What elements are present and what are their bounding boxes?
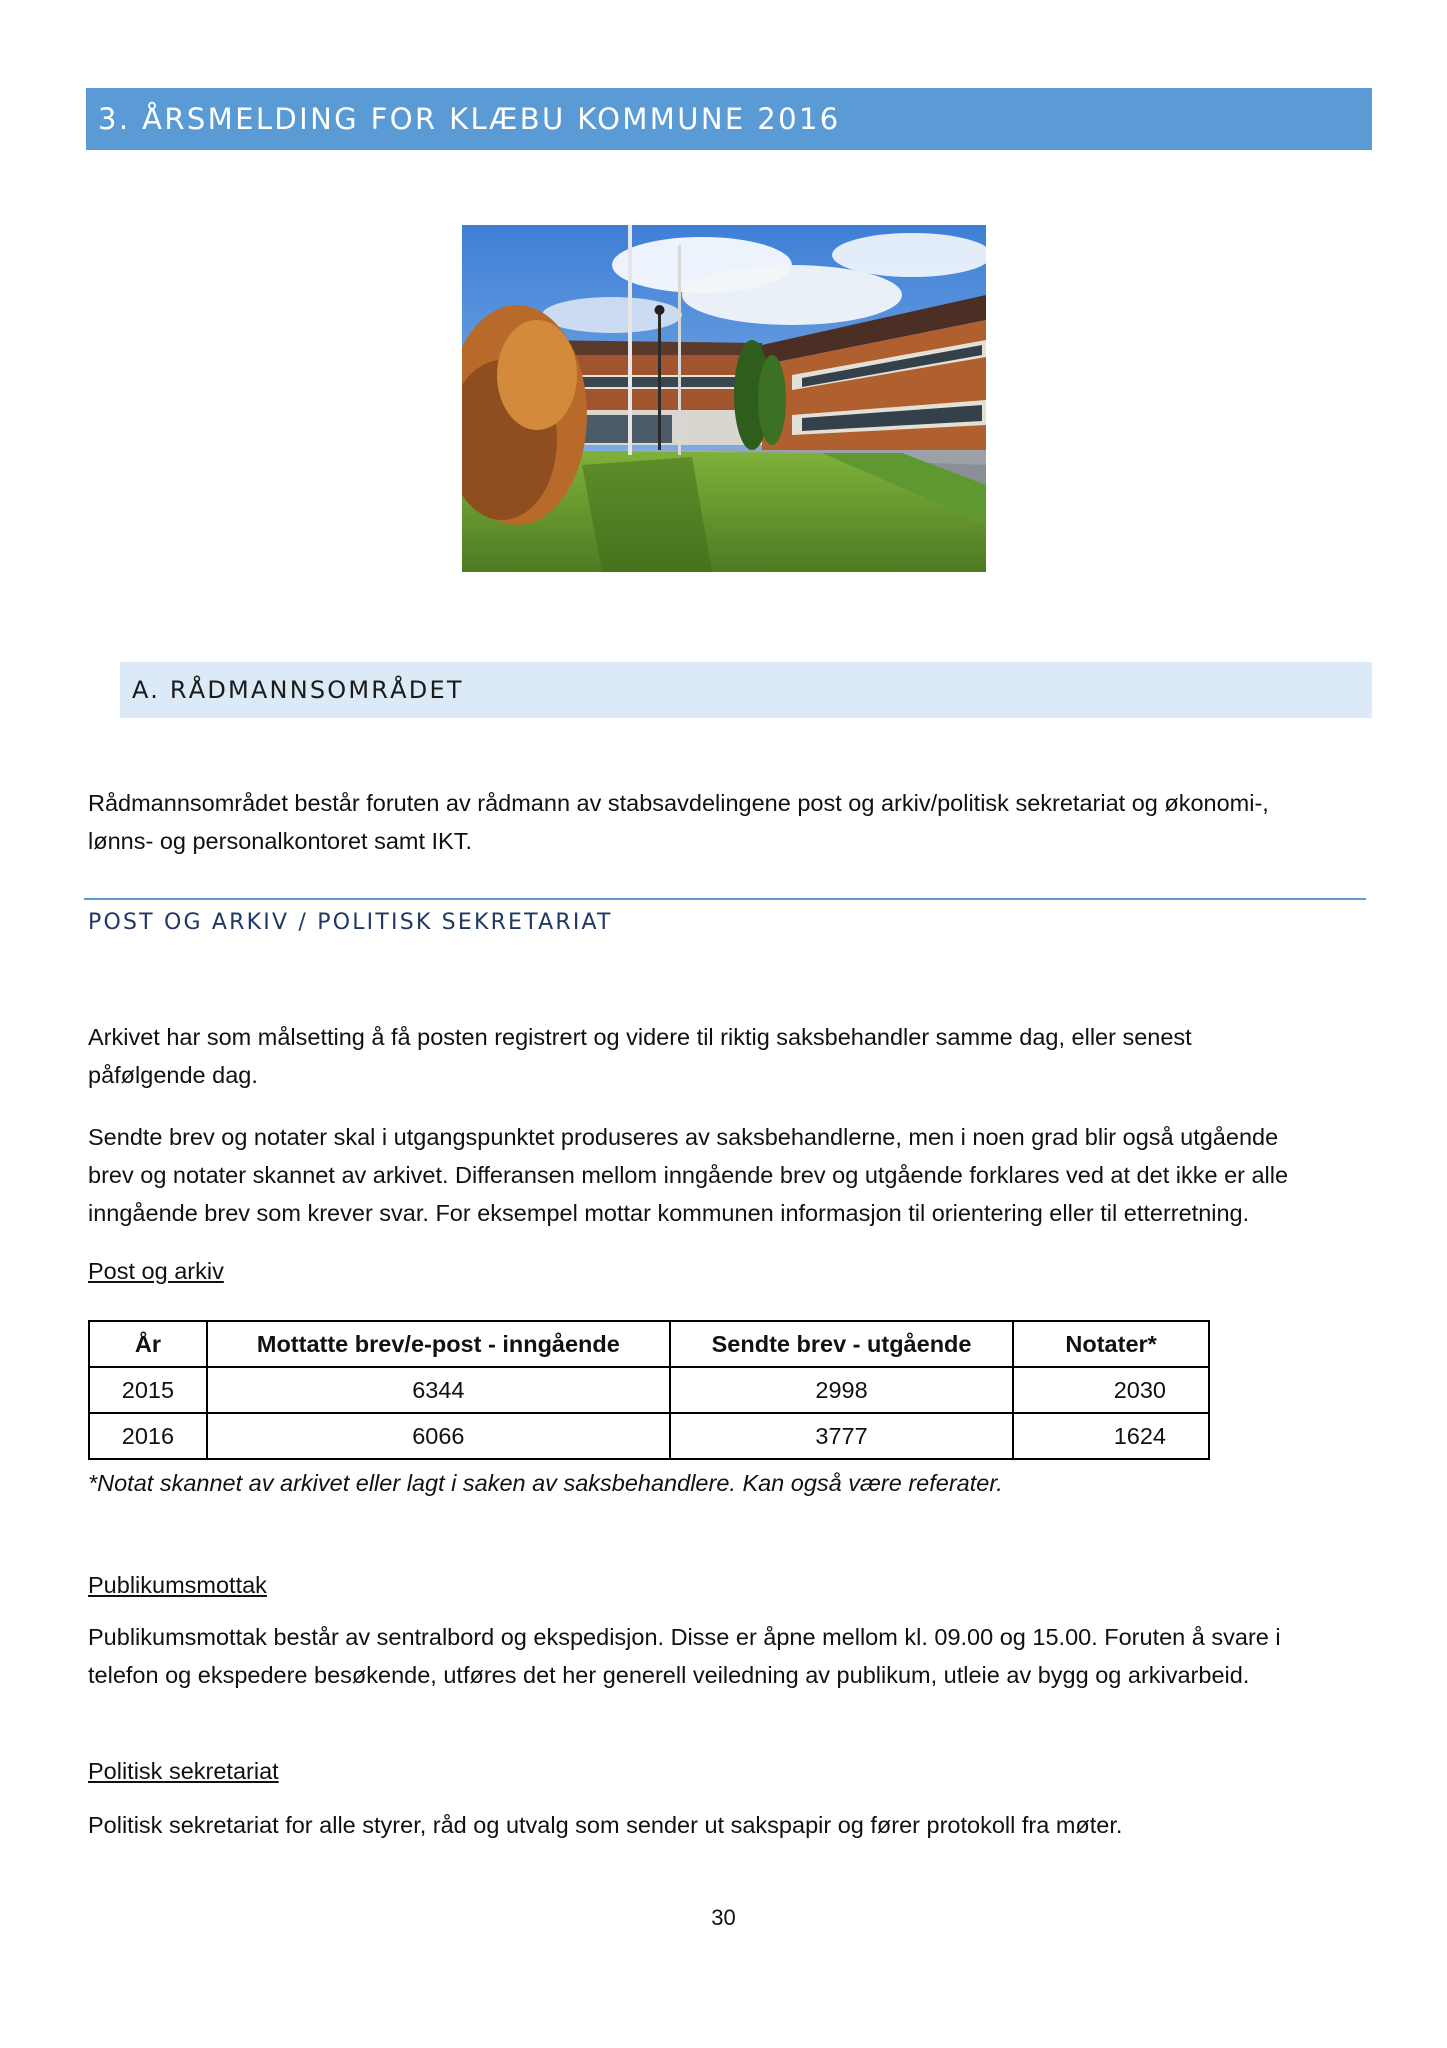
post-og-arkiv-heading: Post og arkiv bbox=[88, 1258, 224, 1284]
archive-goal-line: Arkivet har som målsetting å få posten registrert og videre til riktig saksbehandler samme dag, eller senest bbox=[88, 1024, 1192, 1050]
politisk-paragraph bbox=[88, 1806, 1368, 1844]
table-row bbox=[89, 1413, 1209, 1459]
table-cell: 6066 bbox=[207, 1413, 670, 1459]
subsection-divider bbox=[84, 898, 1366, 900]
table-cell: 1624 bbox=[1013, 1413, 1209, 1459]
table-cell: 2030 bbox=[1013, 1367, 1209, 1413]
section-banner bbox=[120, 662, 1372, 718]
chapter-banner bbox=[86, 88, 1372, 150]
table-header-cell: Sendte brev - utgående bbox=[670, 1321, 1013, 1367]
table-header-cell: Notater* bbox=[1013, 1321, 1209, 1367]
intro-line: lønns- og personalkontoret samt IKT. bbox=[88, 828, 473, 854]
page-number: 30 bbox=[711, 1905, 736, 1930]
chapter-title: 3. ÅRSMELDING FOR KLÆBU KOMMUNE 2016 bbox=[98, 102, 841, 136]
politisk-heading: Politisk sekretariat bbox=[88, 1758, 279, 1784]
table-cell: 2998 bbox=[670, 1367, 1013, 1413]
table-cell: 3777 bbox=[670, 1413, 1013, 1459]
publikum-line: Publikumsmottak består av sentralbord og ekspedisjon. Disse er åpne mellom kl. 09.00 og 15.00. Foruten å svare i bbox=[88, 1624, 1281, 1650]
section-title: A. RÅDMANNSOMRÅDET bbox=[132, 676, 464, 704]
intro-paragraph bbox=[88, 784, 1368, 860]
post-statistics-table bbox=[88, 1320, 1210, 1460]
publikum-heading: Publikumsmottak bbox=[88, 1572, 267, 1598]
table-row bbox=[89, 1367, 1209, 1413]
publikum-paragraph bbox=[88, 1618, 1368, 1694]
intro-line: Rådmannsområdet består foruten av rådmann av stabsavdelingene post og arkiv/politisk sekretariat og økonomi-, bbox=[88, 790, 1269, 816]
subsection-title: POST OG ARKIV / POLITISK SEKRETARIAT bbox=[88, 910, 613, 935]
outgoing-line: Sendte brev og notater skal i utgangspunktet produseres av saksbehandlerne, men i noen grad blir også utgående bbox=[88, 1124, 1279, 1150]
table-header-cell: Mottatte brev/e-post - inngående bbox=[207, 1321, 670, 1367]
outgoing-line: brev og notater skannet av arkivet. Differansen mellom inngående brev og utgående forklares ved at det ikke er alle bbox=[88, 1162, 1289, 1188]
publikum-line: telefon og ekspedere besøkende, utføres det her generell veiledning av publikum, utleie av bygg og arkivarbeid. bbox=[88, 1662, 1250, 1688]
table-header-row bbox=[89, 1321, 1209, 1367]
building-photo bbox=[462, 225, 986, 572]
outgoing-paragraph bbox=[88, 1118, 1368, 1232]
politisk-line: Politisk sekretariat for alle styrer, råd og utvalg som sender ut sakspapir og fører protokoll fra møter. bbox=[88, 1812, 1123, 1838]
archive-goal-line: påfølgende dag. bbox=[88, 1062, 258, 1088]
archive-goal-paragraph bbox=[88, 1018, 1368, 1094]
table-cell: 6344 bbox=[207, 1367, 670, 1413]
building-photo-icon bbox=[462, 225, 986, 572]
outgoing-line: inngående brev som krever svar. For eksempel mottar kommunen informasjon til orientering eller til etterretning. bbox=[88, 1200, 1250, 1226]
table-cell: 2015 bbox=[89, 1367, 207, 1413]
table-header-cell: År bbox=[89, 1321, 207, 1367]
table-footnote: *Notat skannet av arkivet eller lagt i saken av saksbehandlere. Kan også være referater. bbox=[88, 1470, 1003, 1496]
table-cell: 2016 bbox=[89, 1413, 207, 1459]
